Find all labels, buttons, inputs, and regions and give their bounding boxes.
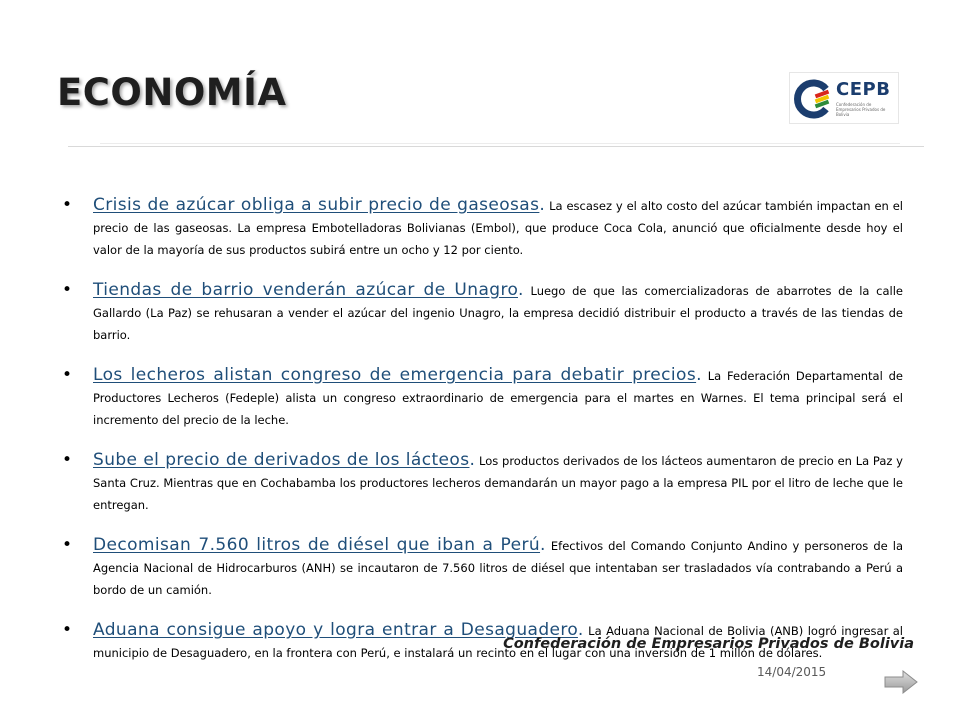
list-item [62, 364, 903, 431]
headline-separator: . [577, 620, 584, 640]
headline-separator: . [539, 195, 546, 215]
cepb-logo-icon [793, 79, 833, 119]
logo-subtitle: Confederación de Empresarios Privados de Bolivia [836, 102, 886, 117]
news-body: La Aduana Nacional de Bolivia (ANB) logró ingresar al municipio de Desaguadero, en la frontera con Perú, e instalará un recinto en el lugar con una inversión de 1 millón de dólares. [93, 624, 903, 660]
bullet: • [62, 280, 73, 300]
headline-link[interactable]: Sube el precio de derivados de los lácteos [93, 450, 470, 470]
divider [100, 143, 900, 144]
news-body: La escasez y el alto costo del azúcar también impactan en el precio de las gaseosas. La empresa Embotelladoras Bolivianas (Embol), que produce Coca Cola, anunció que oficialmente desde hoy el valor de la mayoría de sus productos subirá entre un ocho y 12 por ciento. [93, 199, 903, 257]
footer-date: 14/04/2015 [757, 665, 827, 679]
news-body: La Federación Departamental de Productores Lecheros (Fedeple) alista un congreso extraordinario de emergencia para el martes en Warnes. El tema principal será el incremento del precio de la leche. [93, 369, 903, 427]
arrow-right-icon [884, 670, 918, 694]
list-item [62, 279, 903, 346]
list-item [62, 449, 903, 516]
page-title: ECONOMÍA [57, 71, 287, 114]
list-item [62, 534, 903, 601]
headline-link[interactable]: Crisis de azúcar obliga a subir precio de gaseosas [93, 195, 540, 215]
headline-link[interactable]: Los lecheros alistan congreso de emergencia para debatir precios [93, 365, 697, 385]
news-list [62, 194, 903, 682]
bullet: • [62, 620, 73, 640]
headline-separator: . [517, 280, 524, 300]
headline-link[interactable]: Aduana consigue apoyo y logra entrar a Desaguadero [93, 620, 578, 640]
bullet: • [62, 450, 73, 470]
news-body: Los productos derivados de los lácteos aumentaron de precio en La Paz y Santa Cruz. Mientras que en Cochabamba los productores lecheros demandarán un mayor pago a la empresa PIL por el litro de leche que le entregan. [93, 454, 903, 512]
headline-separator: . [469, 450, 476, 470]
next-slide-button[interactable] [884, 670, 918, 694]
news-body: Luego de que las comercializadoras de abarrotes de la calle Gallardo (La Paz) se rehusaran a vender el azúcar del ingenio Unagro, la empresa decidió distribuir el producto a través de las tiendas de barrio. [93, 284, 903, 342]
bullet: • [62, 365, 73, 385]
divider [68, 146, 924, 147]
headline-link[interactable]: Decomisan 7.560 litros de diésel que iban a Perú [93, 535, 541, 555]
logo-name: CEPB [836, 79, 891, 100]
cepb-logo [789, 72, 899, 124]
bullet: • [62, 535, 73, 555]
headline-link[interactable]: Tiendas de barrio venderán azúcar de Unagro [93, 280, 518, 300]
headline-separator: . [696, 365, 702, 385]
bullet: • [62, 195, 73, 215]
news-body: Efectivos del Comando Conjunto Andino y personeros de la Agencia Nacional de Hidrocarburos (ANH) se incautaron de 7.560 litros de diésel que intentaban ser trasladados vía contrabando a Perú a bordo de un camión. [93, 539, 903, 597]
list-item [62, 194, 903, 261]
headline-separator: . [540, 535, 546, 555]
footer-organization: Confederación de Empresarios Privados de Bolivia [503, 636, 914, 652]
